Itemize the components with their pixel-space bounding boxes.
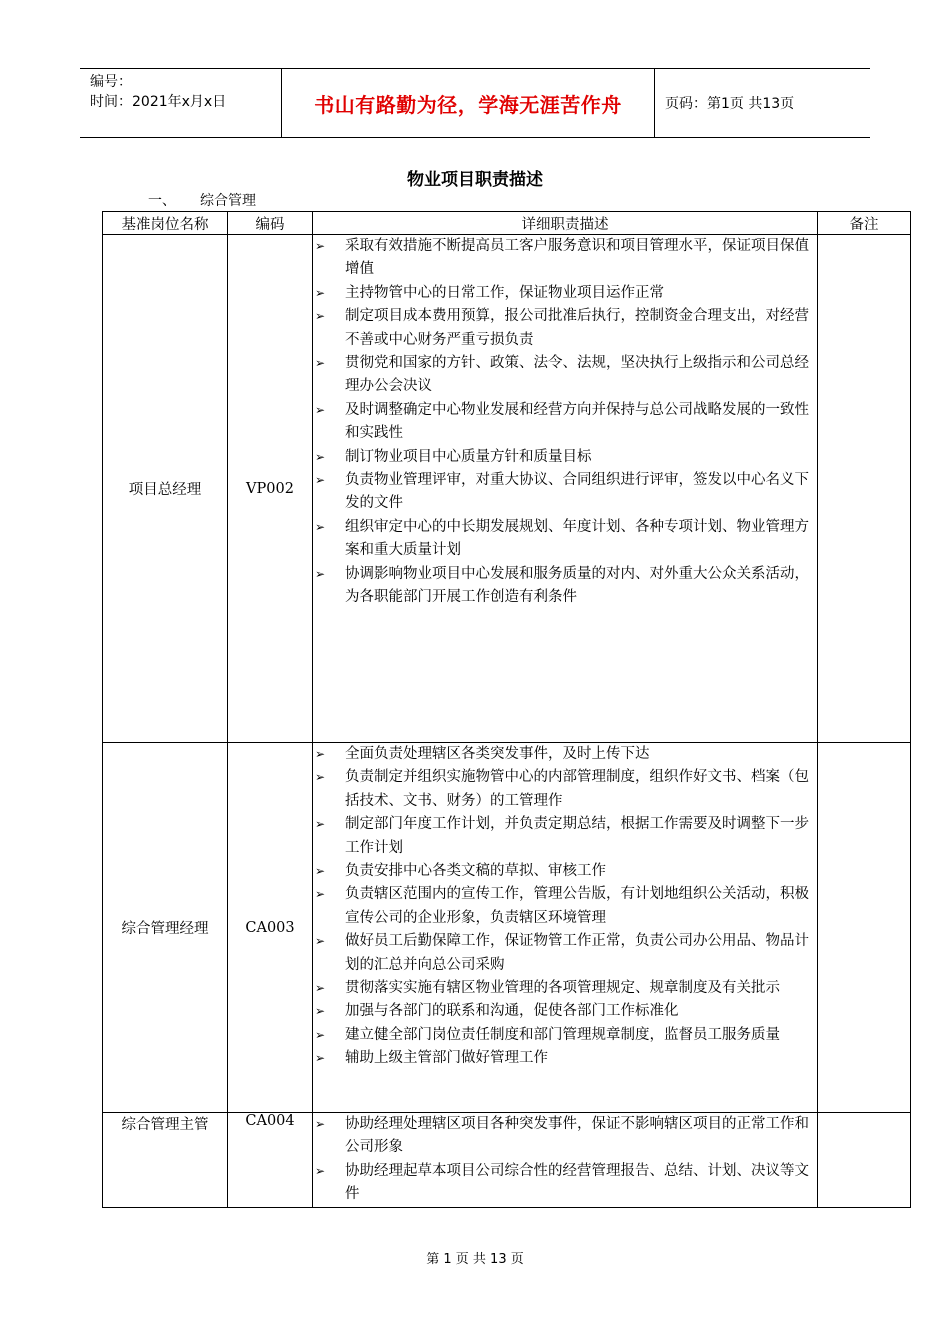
section-heading: [148, 190, 256, 210]
duty-item: [313, 1024, 817, 1047]
col-header-remark: 备注: [818, 212, 911, 235]
bullet-arrow-icon: ➢: [315, 747, 326, 761]
duty-item-text: 辅助上级主管部门做好管理工作: [345, 1050, 548, 1067]
duty-item: [313, 1113, 817, 1160]
duty-item: [313, 813, 817, 860]
table-row: [103, 1113, 911, 1208]
table-row: [103, 235, 911, 743]
col-header-code: 编码: [228, 212, 313, 235]
number-label: 编号：: [90, 74, 132, 90]
duty-item-text: 全面负责处理辖区各类突发事件，及时上传下达: [345, 746, 650, 762]
duty-description: [313, 743, 818, 1113]
duty-item: [313, 399, 817, 446]
bullet-arrow-icon: ➢: [315, 309, 326, 324]
bullet-arrow-icon: ➢: [315, 1051, 326, 1066]
page-footer: 第 1 页 共 13 页: [426, 1252, 524, 1267]
position-code: CA003: [228, 743, 313, 1113]
position-name: 综合管理主管: [103, 1113, 228, 1208]
duty-item-text: 加强与各部门的联系和沟通，促使各部门工作标准化: [345, 1003, 679, 1020]
bullet-arrow-icon: ➢: [315, 817, 326, 832]
duty-item-text: 负责辖区范围内的宣传工作，管理公告版，有计划地组织公关活动，积极宣传公司的企业形象，负责辖区环境管理: [345, 886, 809, 926]
duty-item-text: 及时调整确定中心物业发展和经营方向并保持与总公司战略发展的一致性和实践性: [345, 401, 809, 442]
duty-item: [313, 1000, 817, 1023]
position-code: CA004: [228, 1113, 313, 1208]
position-name: 项目总经理: [103, 235, 228, 743]
duty-item-text: 采取有效措施不断提高员工客户服务意识和项目管理水平，保证项目保值增值: [345, 238, 809, 278]
remark-cell: [818, 235, 911, 743]
duty-item: [313, 860, 817, 883]
duty-item: [313, 446, 817, 469]
section-number: 一、: [148, 193, 176, 209]
bullet-arrow-icon: ➢: [315, 770, 326, 785]
bullet-arrow-icon: ➢: [315, 1163, 326, 1178]
duty-item-text: 做好员工后勤保障工作，保证物管工作正常，负责公司办公用品、物品计划的汇总并向总公司采购: [345, 933, 809, 973]
duty-item: [313, 563, 817, 610]
remark-cell: [818, 743, 911, 1113]
motto: 书山有路勤为径，学海无涯苦作舟: [281, 69, 655, 137]
duty-item-text: 协助经理起草本项目公司综合性的经营管理报告、总结、计划、决议等文件: [345, 1162, 809, 1203]
duty-item-text: 负责物业管理评审，对重大协议、合同组织进行评审，签发以中心名义下发的文件: [345, 472, 809, 512]
duty-item: [313, 305, 817, 352]
duty-item: [313, 352, 817, 399]
bullet-arrow-icon: ➢: [315, 285, 326, 300]
duty-item-text: 负责制定并组织实施物管中心的内部管理制度，组织作好文书、档案（包括技术、文书、财务）的工管理作: [345, 769, 809, 809]
bullet-arrow-icon: ➢: [315, 1117, 326, 1131]
document-title: 物业项目职责描述: [407, 170, 543, 190]
bullet-arrow-icon: ➢: [315, 981, 326, 996]
position-code: VP002: [228, 235, 313, 743]
bullet-arrow-icon: ➢: [315, 239, 326, 253]
page-info: 页码：第1页 共13页: [665, 96, 795, 112]
bullet-arrow-icon: ➢: [315, 566, 326, 581]
date-line: 时间：2021年x月x日: [90, 94, 227, 110]
duty-item: [313, 1160, 817, 1207]
duty-item-text: 主持物管中心的日常工作，保证物业项目运作正常: [345, 284, 664, 301]
duty-item-text: 制定部门年度工作计划，并负责定期总结，根据工作需要及时调整下一步工作计划: [345, 816, 809, 856]
position-name: 综合管理经理: [103, 743, 228, 1113]
duty-item: [313, 469, 817, 516]
duty-item: [313, 977, 817, 1000]
duty-item: [313, 883, 817, 930]
table-row: [103, 743, 911, 1113]
duty-list: [313, 1113, 817, 1207]
duty-item-text: 建立健全部门岗位责任制度和部门管理规章制度，监督员工服务质量: [345, 1026, 780, 1043]
bullet-arrow-icon: ➢: [315, 1004, 326, 1019]
bullet-arrow-icon: ➢: [315, 864, 326, 879]
remark-cell: [818, 1113, 911, 1208]
duty-description: [313, 1113, 818, 1208]
duty-item: [313, 1047, 817, 1070]
document-header: [80, 68, 870, 138]
bullet-arrow-icon: ➢: [315, 887, 326, 902]
duty-description: [313, 235, 818, 743]
col-header-position: 基准岗位名称: [103, 212, 228, 235]
bullet-arrow-icon: ➢: [315, 934, 326, 949]
duty-list: [313, 235, 817, 610]
bullet-arrow-icon: ➢: [315, 519, 326, 534]
duty-item: [313, 930, 817, 977]
header-left-cell: [80, 69, 281, 137]
duty-item: [313, 282, 817, 305]
duty-item: [313, 235, 817, 282]
duty-item: [313, 766, 817, 813]
duty-list: [313, 743, 817, 1071]
duty-item-text: 贯彻党和国家的方针、政策、法令、法规，坚决执行上级指示和公司总经理办公会决议: [345, 355, 809, 395]
bullet-arrow-icon: ➢: [315, 356, 326, 371]
section-title: 综合管理: [200, 193, 256, 209]
bullet-arrow-icon: ➢: [315, 449, 326, 464]
duty-item: [313, 743, 817, 766]
col-header-description: 详细职责描述: [313, 212, 818, 235]
bullet-arrow-icon: ➢: [315, 402, 326, 417]
duty-table: [102, 211, 911, 1208]
bullet-arrow-icon: ➢: [315, 473, 326, 488]
duty-item-text: 协调影响物业项目中心发展和服务质量的对内、对外重大公众关系活动，为各职能部门开展工作创造有利条件: [345, 565, 809, 606]
duty-item: [313, 516, 817, 563]
duty-item-text: 制订物业项目中心质量方针和质量目标: [345, 448, 592, 465]
table-header-row: [103, 212, 911, 235]
bullet-arrow-icon: ➢: [315, 1027, 326, 1042]
duty-item-text: 负责安排中心各类文稿的草拟、审核工作: [345, 863, 606, 880]
duty-item-text: 协助经理处理辖区项目各种突发事件，保证不影响辖区项目的正常工作和公司形象: [345, 1116, 809, 1156]
duty-item-text: 贯彻落实实施有辖区物业管理的各项管理规定、规章制度及有关批示: [345, 980, 780, 997]
duty-item-text: 组织审定中心的中长期发展规划、年度计划、各种专项计划、物业管理方案和重大质量计划: [345, 518, 809, 559]
duty-item-text: 制定项目成本费用预算，报公司批准后执行，控制资金合理支出，对经营不善或中心财务严重亏损负责: [345, 308, 809, 348]
